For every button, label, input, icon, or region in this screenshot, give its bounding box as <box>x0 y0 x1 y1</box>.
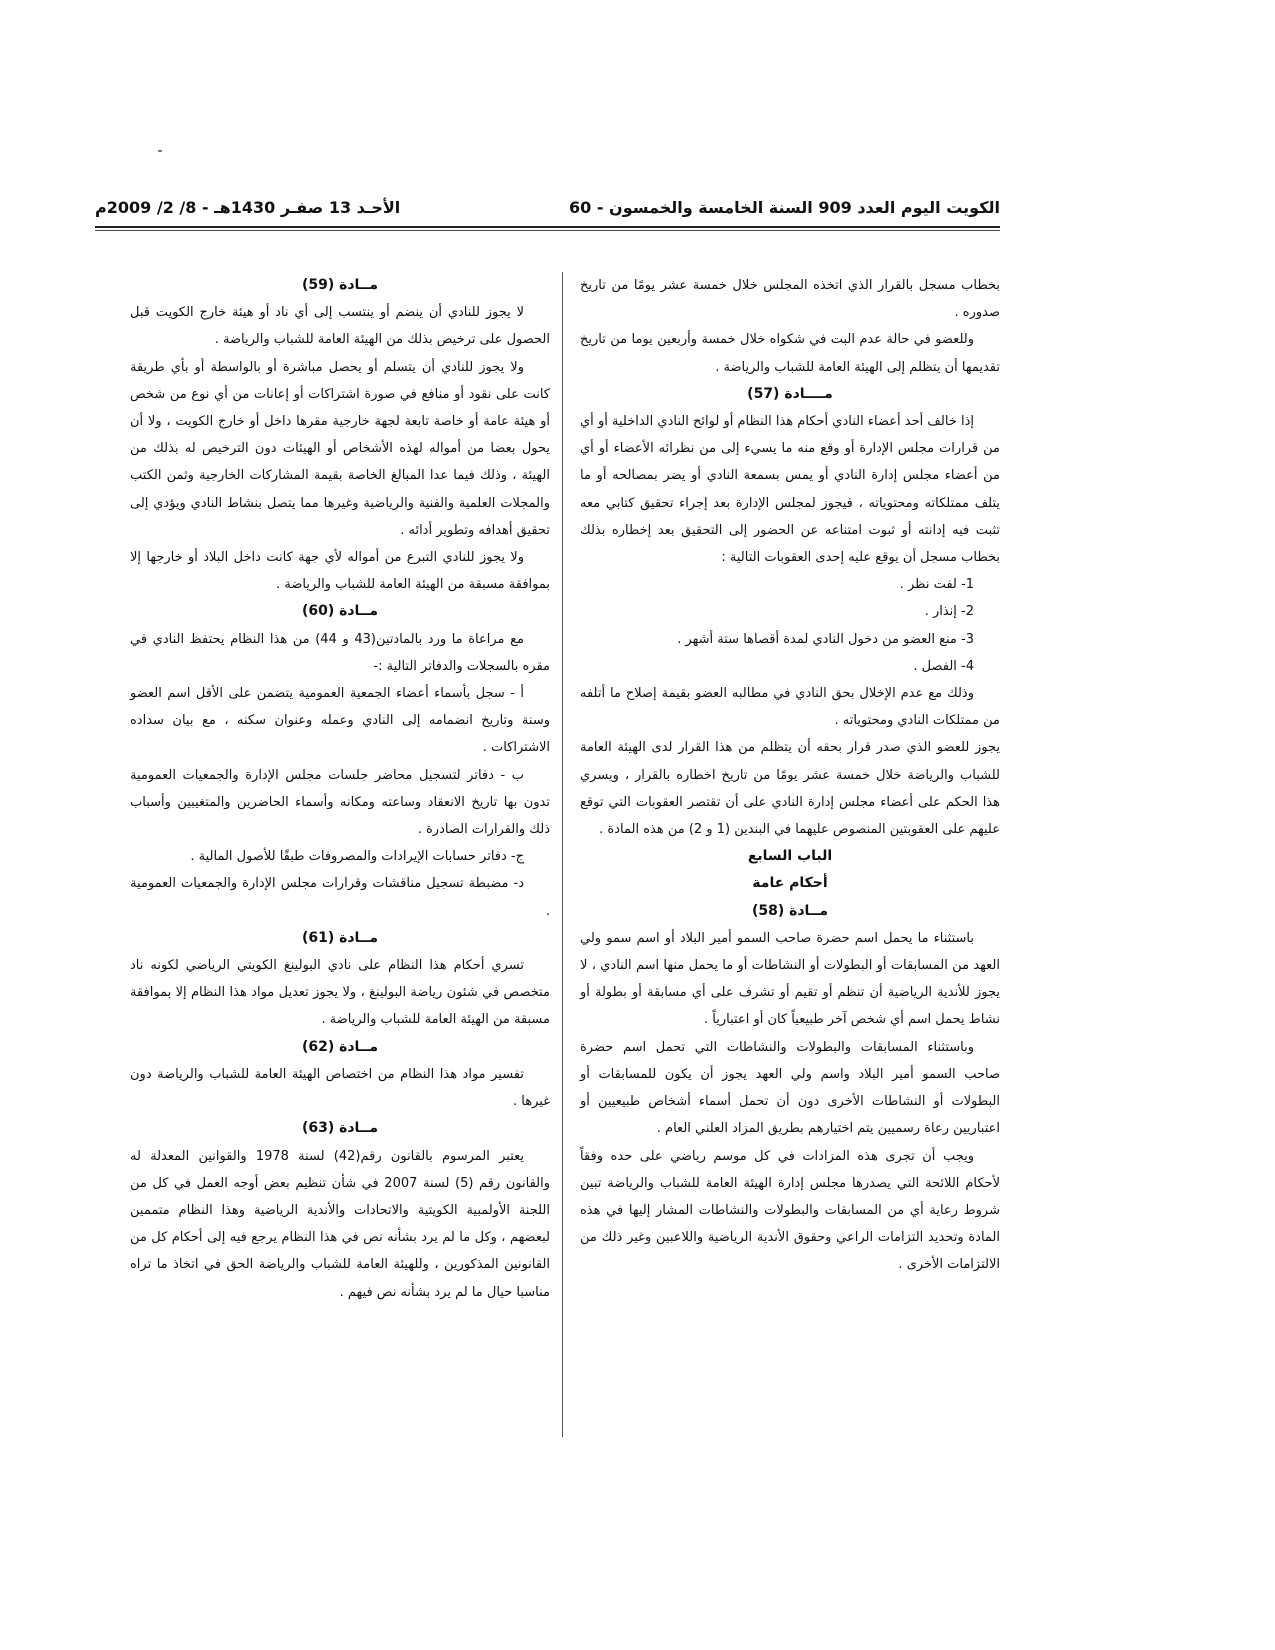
paragraph: ب - دفاتر لتسجيل محاضر جلسات مجلس الإدارة والجمعيات العمومية تدون بها تاريخ الانعقاد وساعته ومكانه وأسماء الحاضرين والمتغيبين وأسباب ذلك والقرارات الصادرة . <box>130 767 550 838</box>
paragraph: لا يجوز للنادي أن ينضم أو ينتسب إلى أي ناد أو هيئة خارج الكويت قبل الحصول على ترخيص بذلك من الهيئة العامة للشباب والرياضة . <box>130 305 550 348</box>
paragraph: أ - سجل بأسماء أعضاء الجمعية العمومية يتضمن على الأقل اسم العضو وسنة وتاريخ انضمامه إلى النادي وعمله وعنوان سكنه ، مع بيان سداده الاشتراكات . <box>130 686 550 756</box>
article-heading-63: مــادة (63) <box>301 1120 379 1137</box>
penalties-list <box>580 571 1000 680</box>
chapter-heading: الباب السابع <box>747 848 833 865</box>
list-item: 1- لفت نظر . <box>899 577 974 593</box>
paragraph: إذا خالف أحد أعضاء النادي أحكام هذا النظام أو لوائح النادي الداخلية أو أي من قرارات مجلس الإدارة أو وقع منه ما يسيء إلى من نظرائه الأعضاء أو أي من أعضاء مجلس إدارة النادي أو يمس بسمعة النادي أو يضر بمصالحه أو ما يتلف ممتلكاته ومحتوياته ، فيجوز لمجلس الإدارة بعد إجراء تحقيق كتابي معه تثبت فيه إدانته أو ثبوت امتناعه عن الحضور إلى التحقيق بعد إخطاره بذلك بخطاب مسجل أن يوقع عليه إحدى العقوبات التالية : <box>580 414 1000 566</box>
paragraph: د- مضبطة تسجيل مناقشات وقرارات مجلس الإدارة والجمعيات العمومية . <box>130 876 550 919</box>
article-heading-59: مــادة (59) <box>301 277 379 293</box>
paragraph: باستثناء ما يحمل اسم حضرة صاحب السمو أمير البلاد أو اسم سمو ولي العهد من المسابقات أو البطولات أو النشاطات أو ما يحمل منها اسم النادي ، لا يجوز للأندية الرياضية أن تنظم أو تقيم أو تشرف على أي مسابقة أو بطولة أو نشاط يحمل اسم أي شخص آخر طبيعياً كان أو اعتبارياً . <box>580 930 1000 1028</box>
paragraph: يجوز للعضو الذي صدر قرار بحقه أن يتظلم من هذا القرار لدى الهيئة العامة للشباب والرياضة خلال خمسة عشر يومًا من تاريخ اخطاره بالقرار ، ويسري هذا الحكم على أعضاء مجلس إدارة النادي على أن تقتصر العقوبات التي توقع عليهم على العقوبتين المنصوص عليهما في البندين (1 و 2) من هذه المادة . <box>580 740 1000 838</box>
article-heading-57: مــــادة (57) <box>747 385 833 402</box>
paragraph: ولا يجوز للنادي أن يتسلم أو يحصل مباشرة أو بالواسطة أو بأي طريقة كانت على نقود أو منافع في صورة اشتراكات أو إعانات من أي نوع من شخص أو هيئة عامة أو خاصة تابعة لجهة خارجية مقرها داخل أو خارج الكويت ، ولا أن يحول بعضا من أمواله لهذه الأشخاص أو الهيئات دون الترخيص له بذلك من الهيئة ، وذلك فيما عدا المبالغ الخاصة بقيمة المشاركات الخارجية وثمن الكتب والمجلات العلمية والفنية والرياضية وغيرها مما يتصل بنشاط النادي ويؤدي إلى تحقيق أهدافه وتطوير أدائه . <box>130 359 550 538</box>
paragraph: بخطاب مسجل بالقرار الذي اتخذه المجلس خلال خمسة عشر يومًا من تاريخ صدوره . <box>580 278 1000 321</box>
scan-speck <box>158 150 162 152</box>
column-divider <box>562 272 563 1437</box>
list-item: 2- إنذار . <box>924 604 974 620</box>
paragraph: تسري أحكام هذا النظام على نادي البولينغ الكويتي الرياضي لكونه ناد متخصص في شئون رياضة البولينغ ، ولا يجوز تعديل مواد هذا النظام إلا بموافقة مسبقة من الهيئة العامة للشباب والرياضة . <box>130 958 550 1028</box>
left-column <box>130 272 550 1306</box>
list-item: 4- الفصل . <box>913 658 974 674</box>
paragraph: مع مراعاة ما ورد بالمادتين(43 و 44) من هذا النظام يحتفظ النادي في مقره بالسجلات والدفاتر التالية :- <box>130 631 550 674</box>
article-heading-62: مــادة (62) <box>301 1038 379 1055</box>
chapter-title: أحكام عامة <box>752 875 828 892</box>
article-heading-58: مــادة (58) <box>751 902 829 919</box>
paragraph: وذلك مع عدم الإخلال بحق النادي في مطالبه العضو بقيمة إصلاح ما أتلفه من ممتلكات النادي ومحتوياته . <box>580 686 1000 729</box>
article-heading-60: مــادة (60) <box>301 603 379 620</box>
paragraph: ويجب أن تجرى هذه المزادات في كل موسم رياضي على حده وفقاً لأحكام اللائحة التي يصدرها مجلس إدارة الهيئة العامة للشباب والرياضة تبين شروط رعاية أي من المسابقات والبطولات والنشاطات المشار إليها في هذه المادة وتحديد التزامات الراعي وحقوق الأندية الرياضية واللاعبين وغير ذلك من الالتزامات الأخرى . <box>580 1148 1000 1273</box>
paragraph: وباستثناء المسابقات والبطولات والنشاطات التي تحمل اسم حضرة صاحب السمو أمير البلاد واسم ولي العهد يجوز أن يكون للمسابقات أو البطولات أو النشاطات الأخرى دون أن تحمل أسماء أشخاص طبيعيين أو اعتباريين رعاة رسميين يتم اختيارهم بطريق المزاد العلني العام . <box>580 1039 1000 1137</box>
paragraph: تفسير مواد هذا النظام من اختصاص الهيئة العامة للشباب والرياضة دون غيرها . <box>130 1066 550 1110</box>
article-heading-61: مــادة (61) <box>301 929 379 946</box>
header-date: الأحـد 13 صفـر 1430هـ - 8/ 2/ 2009م <box>95 198 401 217</box>
list-item: 3- منع العضو من دخول النادي لمدة أقصاها ستة أشهر . <box>677 631 974 647</box>
page-header <box>95 190 1000 224</box>
paragraph: وللعضو في حالة عدم البت في شكواه خلال خمسة وأربعين يوما من تاريخ تقديمها أن يتظلم إلى الهيئة العامة للشباب والرياضة . <box>580 332 1000 375</box>
header-issue-info: الكويت اليوم العدد 909 السنة الخامسة والخمسون - 60 <box>568 198 1000 217</box>
paragraph: يعتبر المرسوم بالقانون رقم(42) لسنة 1978 والقوانين المعدلة له والقانون رقم (5) لسنة 2007 في شأن تنظيم بعض أوجه العمل في كل من اللجنة الأولمبية الكويتية والاتحادات والأندية الرياضية وهذا النظام متممين لبعضهم ، وكل ما لم يرد بشأنه نص في هذا النظام يرجع فيه إلى أحكام كل من القانونين المذكورين ، وللهيئة العامة للشباب والرياضة الحق في اتخاذ ما تراه مناسبا حيال ما لم يرد بشأنه نص فيهم . <box>130 1148 551 1300</box>
right-column <box>580 272 1000 1279</box>
header-rule <box>95 226 1000 228</box>
paragraph: ج- دفاتر حسابات الإيرادات والمصروفات طبقًا للأصول المالية . <box>190 849 524 865</box>
paragraph: ولا يجوز للنادي التبرع من أمواله لأي جهة كانت داخل البلاد أو خارجها إلا بموافقة مسبقة من الهيئة العامة للشباب والرياضة . <box>130 550 550 593</box>
header-rule-thin <box>95 230 1000 231</box>
